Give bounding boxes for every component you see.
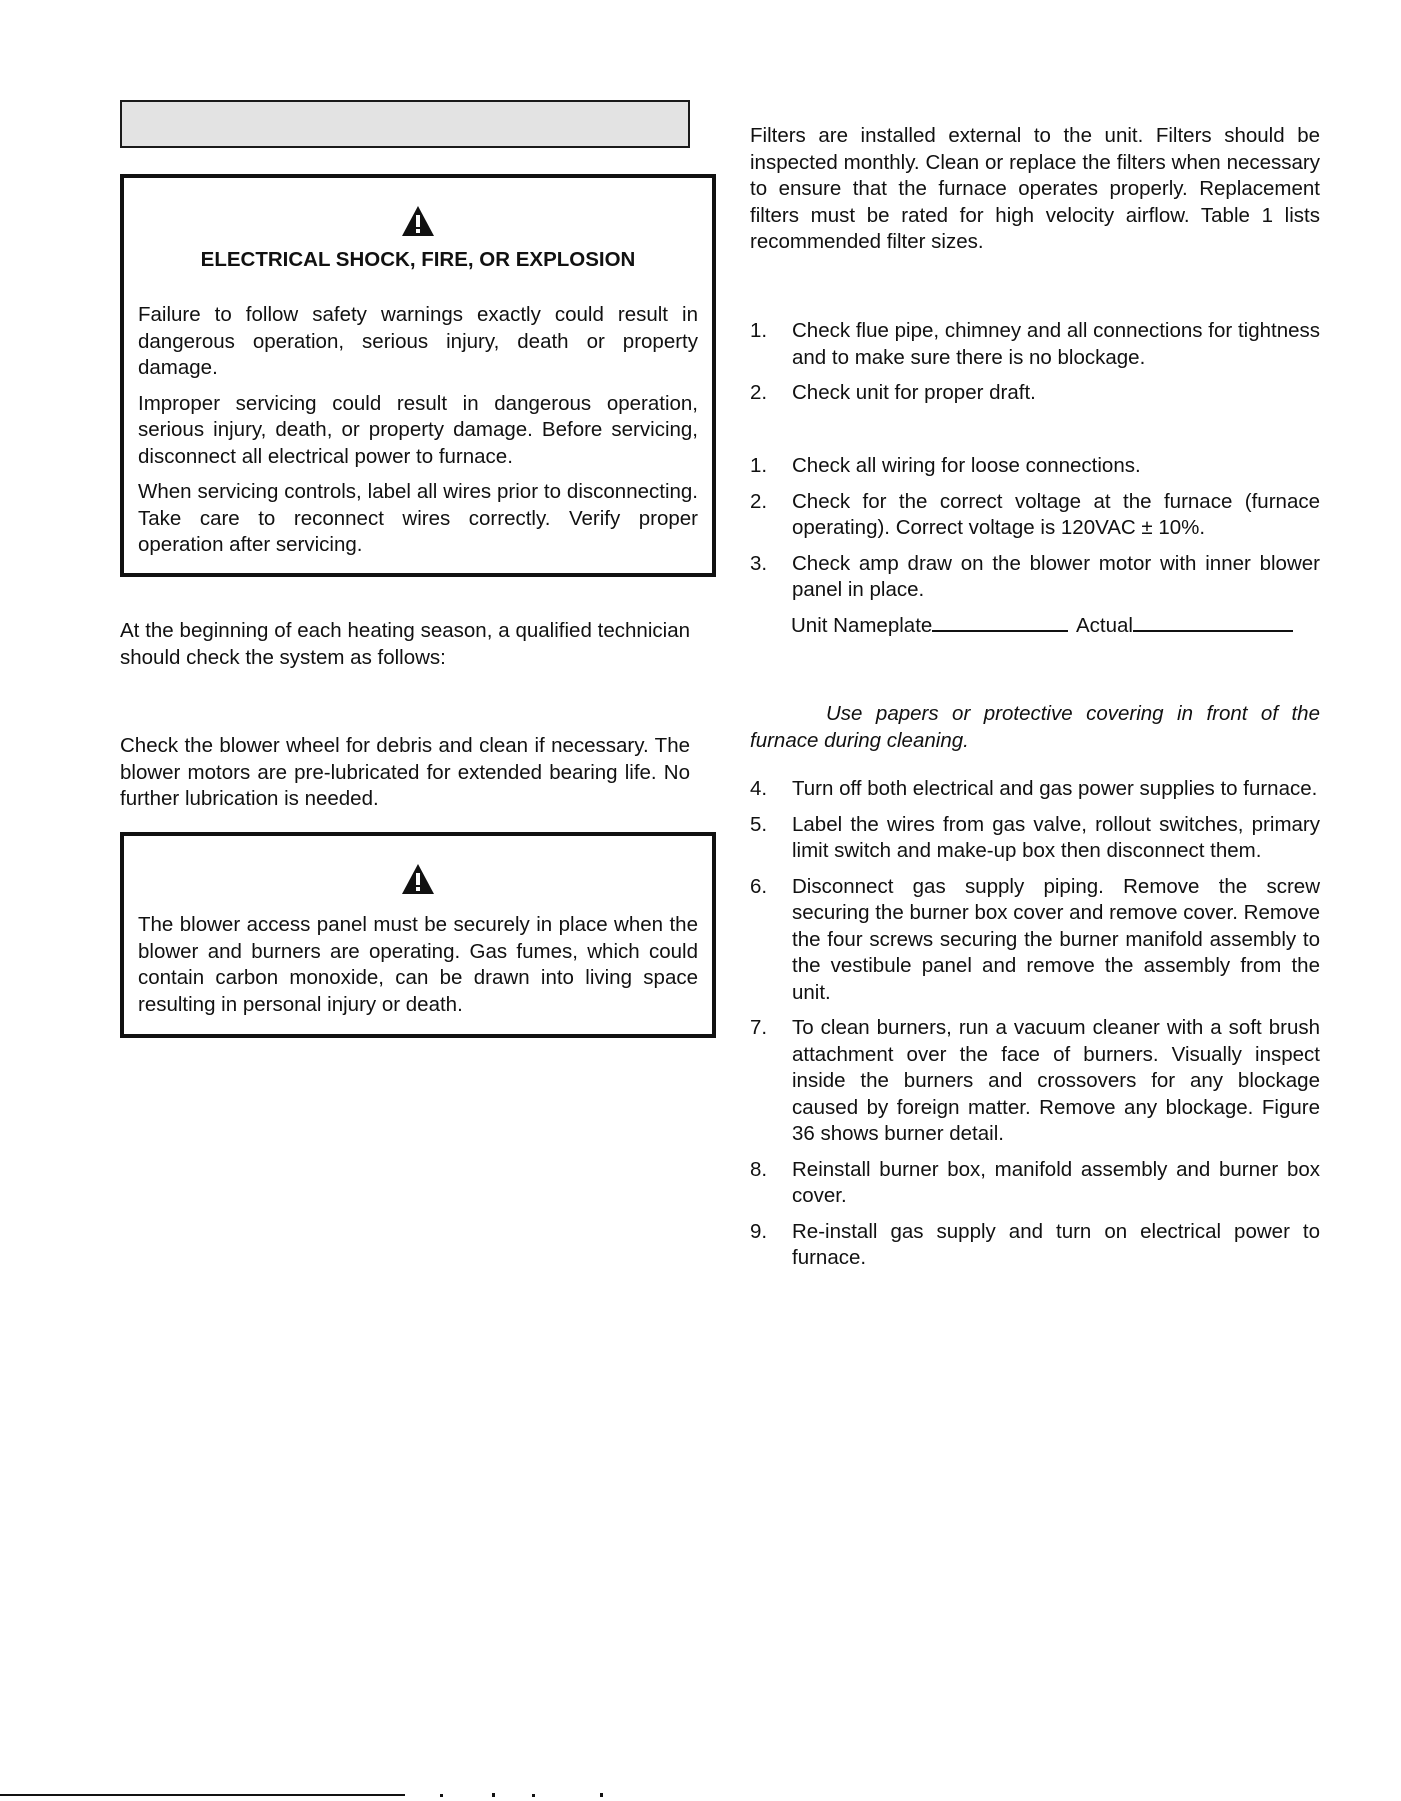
warning-box-blower-panel [120,832,716,1038]
warning-paragraph: Failure to follow safety warnings exactly could result in dangerous operation, serious injury, death or property damage. [138,303,698,379]
list-item-text: Re-install gas supply and turn on electrical power to furnace. [792,1219,1320,1269]
list-item [750,1157,1320,1210]
list-item-number: 3. [750,551,768,575]
warning-box-electrical [120,174,716,577]
list-item-number: 1. [750,454,768,477]
list-item-number: 8. [750,1157,768,1181]
warning-triangle-icon [400,204,436,238]
list-item [750,1015,1320,1148]
blower-paragraph: Check the blower wheel for debris and clean if necessary. The blower motors are pre-lubricated for extended bearing life. No further lubrication is needed. [120,734,690,810]
list-item [750,489,1320,542]
cleaning-steps [750,776,1320,1281]
footer-rule [0,1794,405,1796]
cleaning-note: Use papers or protective covering in front of the furnace during cleaning. [750,702,1320,752]
list-item [750,453,1320,480]
actual-blank-field[interactable] [1133,630,1293,632]
list-item-number: 5. [750,812,768,836]
list-item-number: 9. [750,1219,768,1243]
list-item [750,318,1320,371]
warning-triangle-icon [400,862,436,896]
list-item [750,776,1320,803]
list-item-number: 2. [750,489,768,513]
list-item [750,874,1320,1007]
electrical-checklist [750,453,1320,613]
list-item-text: Check for the correct voltage at the furnace (furnace operating). Correct voltage is 120VAC ± 10%. [792,489,1320,539]
list-item-text: Label the wires from gas valve, rollout switches, primary limit switch and make-up box then disconnect them. [792,812,1320,862]
list-item-number: 2. [750,381,768,404]
list-item-number: 7. [750,1016,768,1039]
amp-draw-record-line [791,614,1293,638]
list-item-text: Disconnect gas supply piping. Remove the screw securing the burner box cover and remove cover. Remove the four screws securing the burner manifold assembly to the vestibule panel and remove the assembly from the unit. [792,874,1320,1004]
list-item-text: Turn off both electrical and gas power supplies to furnace. [792,777,1318,800]
section-heading-bar [120,100,690,148]
warning-paragraph: The blower access panel must be securely in place when the blower and burners are operating. Gas fumes, which could contain carbon monoxide, can be drawn into living space resulting in personal injury or death. [138,913,698,1016]
warning-paragraph: Improper servicing could result in dangerous operation, serious injury, death, or property damage. Before servicing, disconnect all electrical power to furnace. [138,391,698,468]
list-item-text: Check flue pipe, chimney and all connections for tightness and to make sure there is no blockage. [792,319,1320,369]
list-item-number: 4. [750,777,768,800]
footer-marks [440,1792,610,1798]
flue-checklist [750,318,1320,416]
nameplate-label: Unit Nameplate [791,614,933,637]
list-item [750,812,1320,865]
list-item [750,1219,1320,1272]
list-item-text: Reinstall burner box, manifold assembly and burner box cover. [792,1157,1320,1207]
list-item-text: Check unit for proper draft. [792,381,1036,404]
actual-label: Actual [1076,614,1133,637]
list-item-text: Check amp draw on the blower motor with inner blower panel in place. [792,551,1320,601]
list-item [750,551,1320,604]
warning-title: ELECTRICAL SHOCK, FIRE, OR EXPLOSION [200,248,636,271]
list-item-number: 1. [750,319,768,342]
list-item-text: Check all wiring for loose connections. [792,454,1141,477]
intro-paragraph: At the beginning of each heating season, a qualified technician should check the system as follows: [120,619,690,669]
list-item-text: To clean burners, run a vacuum cleaner with a soft brush attachment over the face of burners. Visually inspect inside the burners and crossovers for any blockage caused by foreign matter. Remove any blockage. Figure 36 shows burner detail. [792,1016,1320,1145]
list-item-number: 6. [750,874,768,898]
nameplate-blank-field[interactable] [932,630,1068,632]
warning-paragraph: When servicing controls, label all wires prior to disconnecting. Take care to reconnect wires correctly. Verify proper operation after servicing. [138,480,698,556]
filters-paragraph: Filters are installed external to the unit. Filters should be inspected monthly. Clean or replace the filters when necessary to ensure that the furnace operates properly. Replacement filters must be rated for high velocity airflow. Table 1 lists recommended filter sizes. [750,124,1320,253]
list-item [750,380,1320,407]
